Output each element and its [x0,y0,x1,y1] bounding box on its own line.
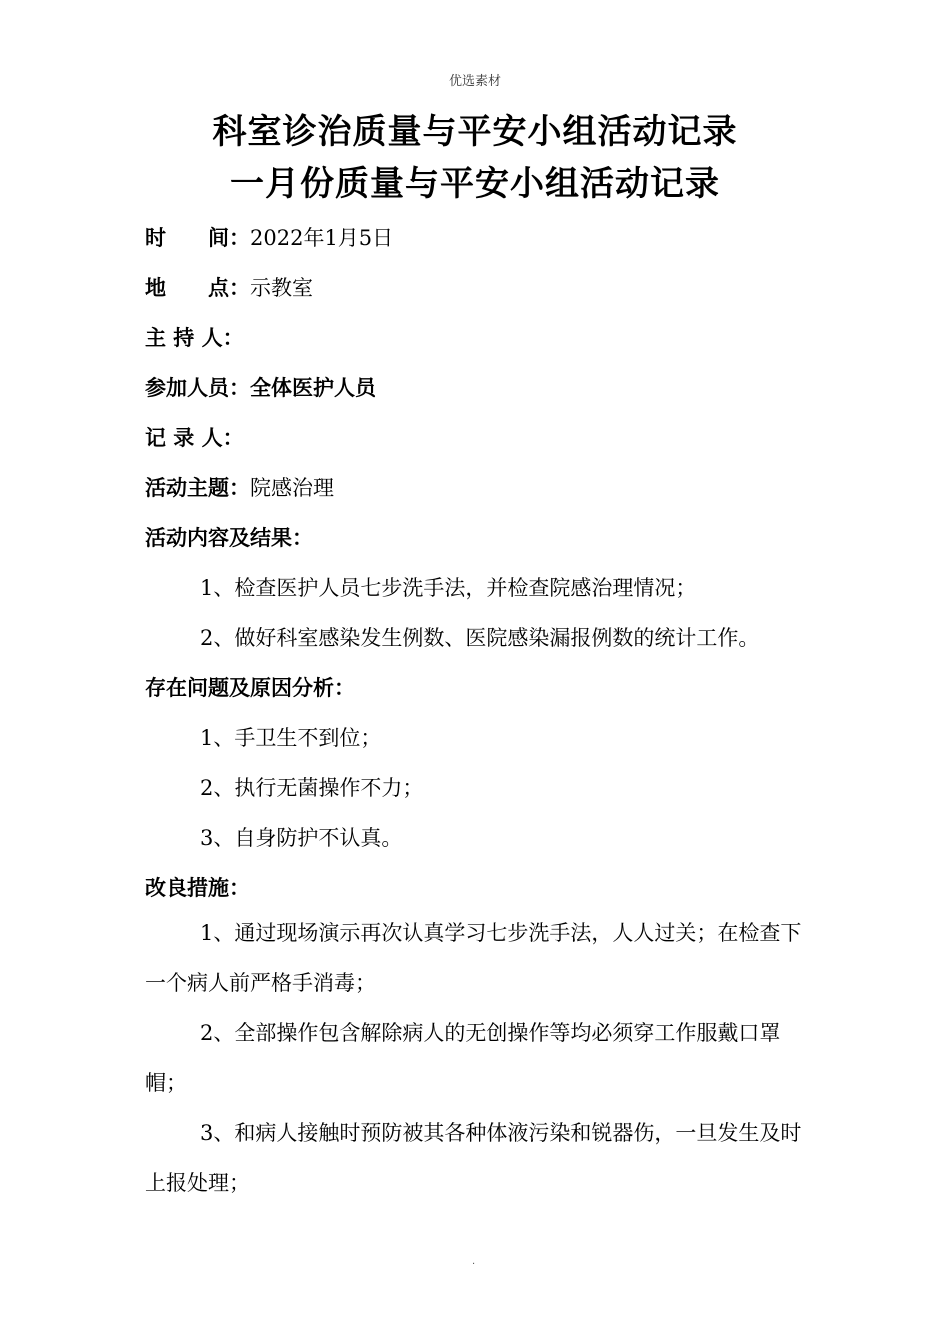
field-place [145,272,313,302]
field-host [145,322,244,352]
document-subtitle: 一月份质量与平安小组活动记录 [230,164,720,204]
header-note: 优选素材 [448,74,501,89]
field-host-label: 主 持 人： [145,326,244,350]
field-recorder [145,422,244,452]
section-content-heading: 活动内容及结果： [145,526,313,550]
section-problems-heading: 存在问题及原因分析： [145,676,355,700]
field-participants [145,372,376,402]
content-item-1: 1、检查医护人员七步洗手法，并检查院感治理情况； [200,576,697,600]
field-recorder-label: 记 录 人： [145,426,244,450]
content-item-2: 2、做好科室感染发生例数、医院感染漏报例数的统计工作。 [200,626,760,650]
section-measures-heading: 改良措施： [145,876,250,900]
problem-item-1: 1、手卫生不到位； [200,726,382,750]
field-time-value: 2022年1月5日 [250,226,394,250]
document-title: 科室诊治质量与平安小组活动记录 [212,112,738,152]
field-participants-value: 全体医护人员 [250,376,376,400]
measure-item-2: 2、全部操作包含解除病人的无创操作等均必须穿工作服戴口罩帽； [145,1021,781,1095]
field-theme [145,472,334,502]
field-theme-label: 活动主题： [145,476,250,500]
field-place-value: 示教室 [250,276,313,300]
field-time-label: 时 间： [145,226,250,250]
field-place-label: 地 点： [145,276,250,300]
problem-item-2: 2、执行无菌操作不力； [200,776,424,800]
measure-item-1: 1、通过现场演示再次认真学习七步洗手法，人人过关；在检查下一个病人前严格手消毒； [145,921,802,995]
field-theme-value: 院感治理 [250,476,334,500]
footer-mark: . [472,1256,476,1267]
field-participants-label: 参加人员： [145,376,250,400]
problem-item-3: 3、自身防护不认真。 [200,826,403,850]
measure-item-3: 3、和病人接触时预防被其各种体液污染和锐器伤，一旦发生及时上报处理； [145,1121,802,1195]
field-time [145,222,393,252]
